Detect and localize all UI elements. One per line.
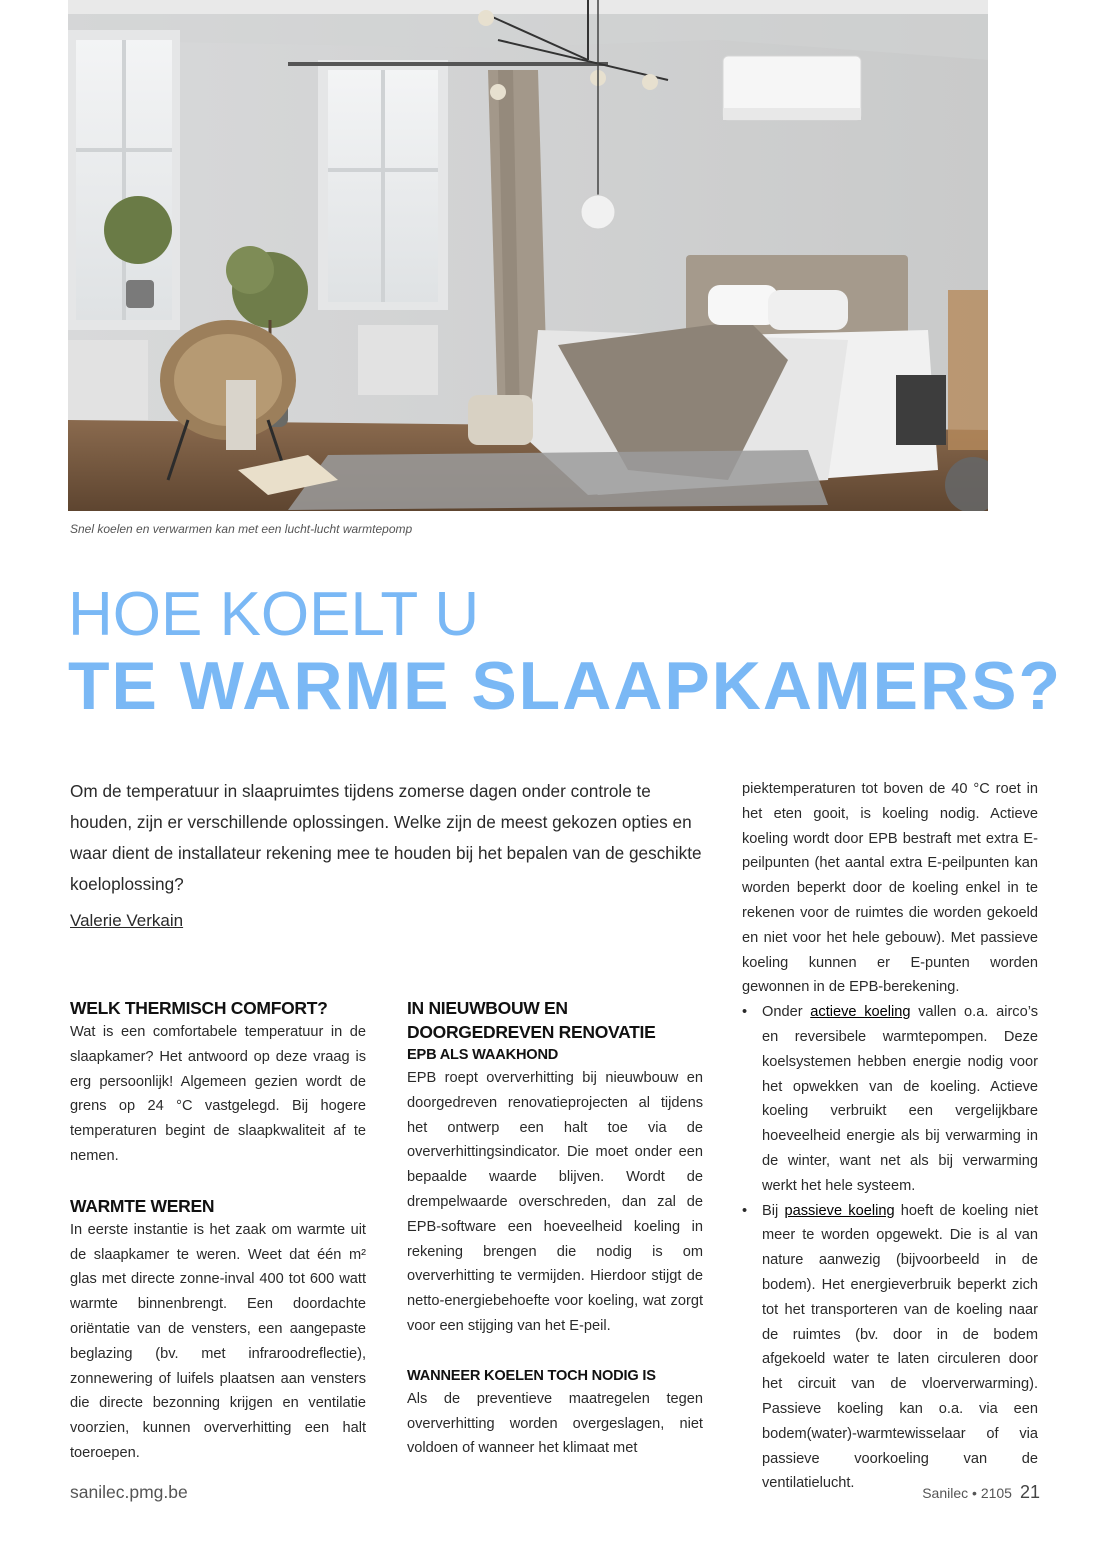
cooling-types-list (742, 1000, 1038, 1496)
footer-website[interactable]: sanilec.pmg.be (70, 1482, 188, 1502)
list-item-active-cooling (742, 1000, 1038, 1198)
bullet-mark: • (742, 1004, 748, 1021)
magazine-issue: Sanilec • 2105 (922, 1485, 1012, 1501)
paragraph-keep-heat-out: In eerste instantie is het zaak om warmte uit de slaapkamer te weren. Weet dat één m² glas met directe zonne-inval 400 tot 600 watt warmte binnenbrengt. Een doordachte oriëntatie van de vensters, een aangepaste beglazing (bv. met infraroodreflectie), zonnewering of luifels plaatsen aan vensters die directe bezonning krijgen en ventilatie voorzien, kunnen oververhitting een halt toeroepen. (70, 1221, 366, 1461)
bullet-2-text: hoeft de koeling niet meer te worden opgewekt. Die is al van nature aanwezig (bijvoorbeeld in de bodem). Het energieverbruik beperkt zich tot het transporteren van de koeling naar de ruimtes (bv. door in de bodem afgekoeld water te laten circuleren door het circuit van de vloerverwarming). Passieve koeling kan o.a. via een bodem(water)-warmtewisselaar of via passieve voorkoeling van de ventilatielucht. (762, 1202, 1038, 1492)
column-1 (70, 996, 366, 1466)
subheading-cooling-needed: WANNEER KOELEN TOCH NODIG IS (407, 1367, 656, 1384)
bullet-mark: • (742, 1202, 748, 1219)
title-line-2: TE WARME SLAAPKAMERS? (68, 648, 1062, 724)
bullet-1-text: vallen o.a. airco’s en reversibele warmtepompen. Deze koelsystemen hebben energie nodig voor het opwekken van de koeling. Actieve koeling verbruikt een vergelijkbare hoeveelheid energie als bij verwarming in de winter, want net als bij verwarming werkt het hele systeem. (762, 1004, 1038, 1194)
heading-thermal-comfort: WELK THERMISCH COMFORT? (70, 998, 328, 1018)
term-active-cooling: actieve koeling (810, 1004, 911, 1021)
list-item-passive-cooling (742, 1199, 1038, 1497)
author-name: Valerie Verkain (70, 911, 184, 930)
title-line-1: HOE KOELT U (68, 580, 480, 649)
heading-new-build: IN NIEUWBOUW EN DOORGEDREVEN RENOVATIE (407, 998, 656, 1042)
intro-paragraph: Om de temperatuur in slaapruimtes tijdens zomerse dagen onder controle te houden, zijn er verschillende oplossingen. Welke zijn de meest gekozen opties en waar dient de installateur rekening mee te houden bij het bepalen van de geschikte koeloplossing? (70, 781, 702, 894)
column-2 (407, 996, 703, 1461)
paragraph-thermal-comfort: Wat is een comfortabele temperatuur in de slaapkamer? Het antwoord op deze vraag is erg persoonlijk! Algemeen gezien wordt de grens op 24 °C vastgelegd. Bij hogere temperaturen begint de slaapkwaliteit af te nemen. (70, 1024, 366, 1164)
heading-keep-heat-out: WARMTE WEREN (70, 1195, 215, 1216)
term-passive-cooling: passieve koeling (784, 1202, 895, 1219)
paragraph-cooling-needed: Als de preventieve maatregelen tegen oververhitting worden overgeslagen, niet voldoen of wanneer het klimaat met (407, 1390, 703, 1457)
bullet-2-intro: Bij (762, 1202, 785, 1219)
paragraph-peak-temps: piektemperaturen tot boven de 40 °C roet in het eten gooit, is koeling nodig. Actieve koeling wordt door EPB bestraft met extra E-peilpunten (het aantal extra E-peilpunten kan worden beperkt door de koeling enkel in te rekenen voor de ruimtes die worden gekoeld en niet voor het hele gebouw). Met passieve koeling kunnen er E-punten worden gewonnen in de EPB-berekening. (742, 781, 1038, 996)
subheading-epb: EPB ALS WAAKHOND (407, 1047, 559, 1063)
column-3 (742, 777, 1038, 1496)
hero-photo (68, 0, 988, 511)
footer-issue (922, 1482, 1040, 1503)
page-number: 21 (1019, 1482, 1040, 1502)
bullet-1-intro: Onder (762, 1004, 811, 1021)
paragraph-epb: EPB roept oververhitting bij nieuwbouw en doorgedreven renovatieprojecten al tijdens het ontwerp een halt toe via de oververhittingsindicator. Die moet onder een bepaalde waarde blijven. Wordt de drempelwaarde overschreden, dan zal de EPB-software een hoeveelheid koeling in rekening brengen die nodig is om oververhitting te vermijden. Hierdoor stijgt de netto-energiebehoefte voor koeling, wat zorgt voor een stijging van het E-peil. (407, 1070, 703, 1334)
photo-caption: Snel koelen en verwarmen kan met een lucht-lucht warmtepomp (70, 522, 413, 536)
